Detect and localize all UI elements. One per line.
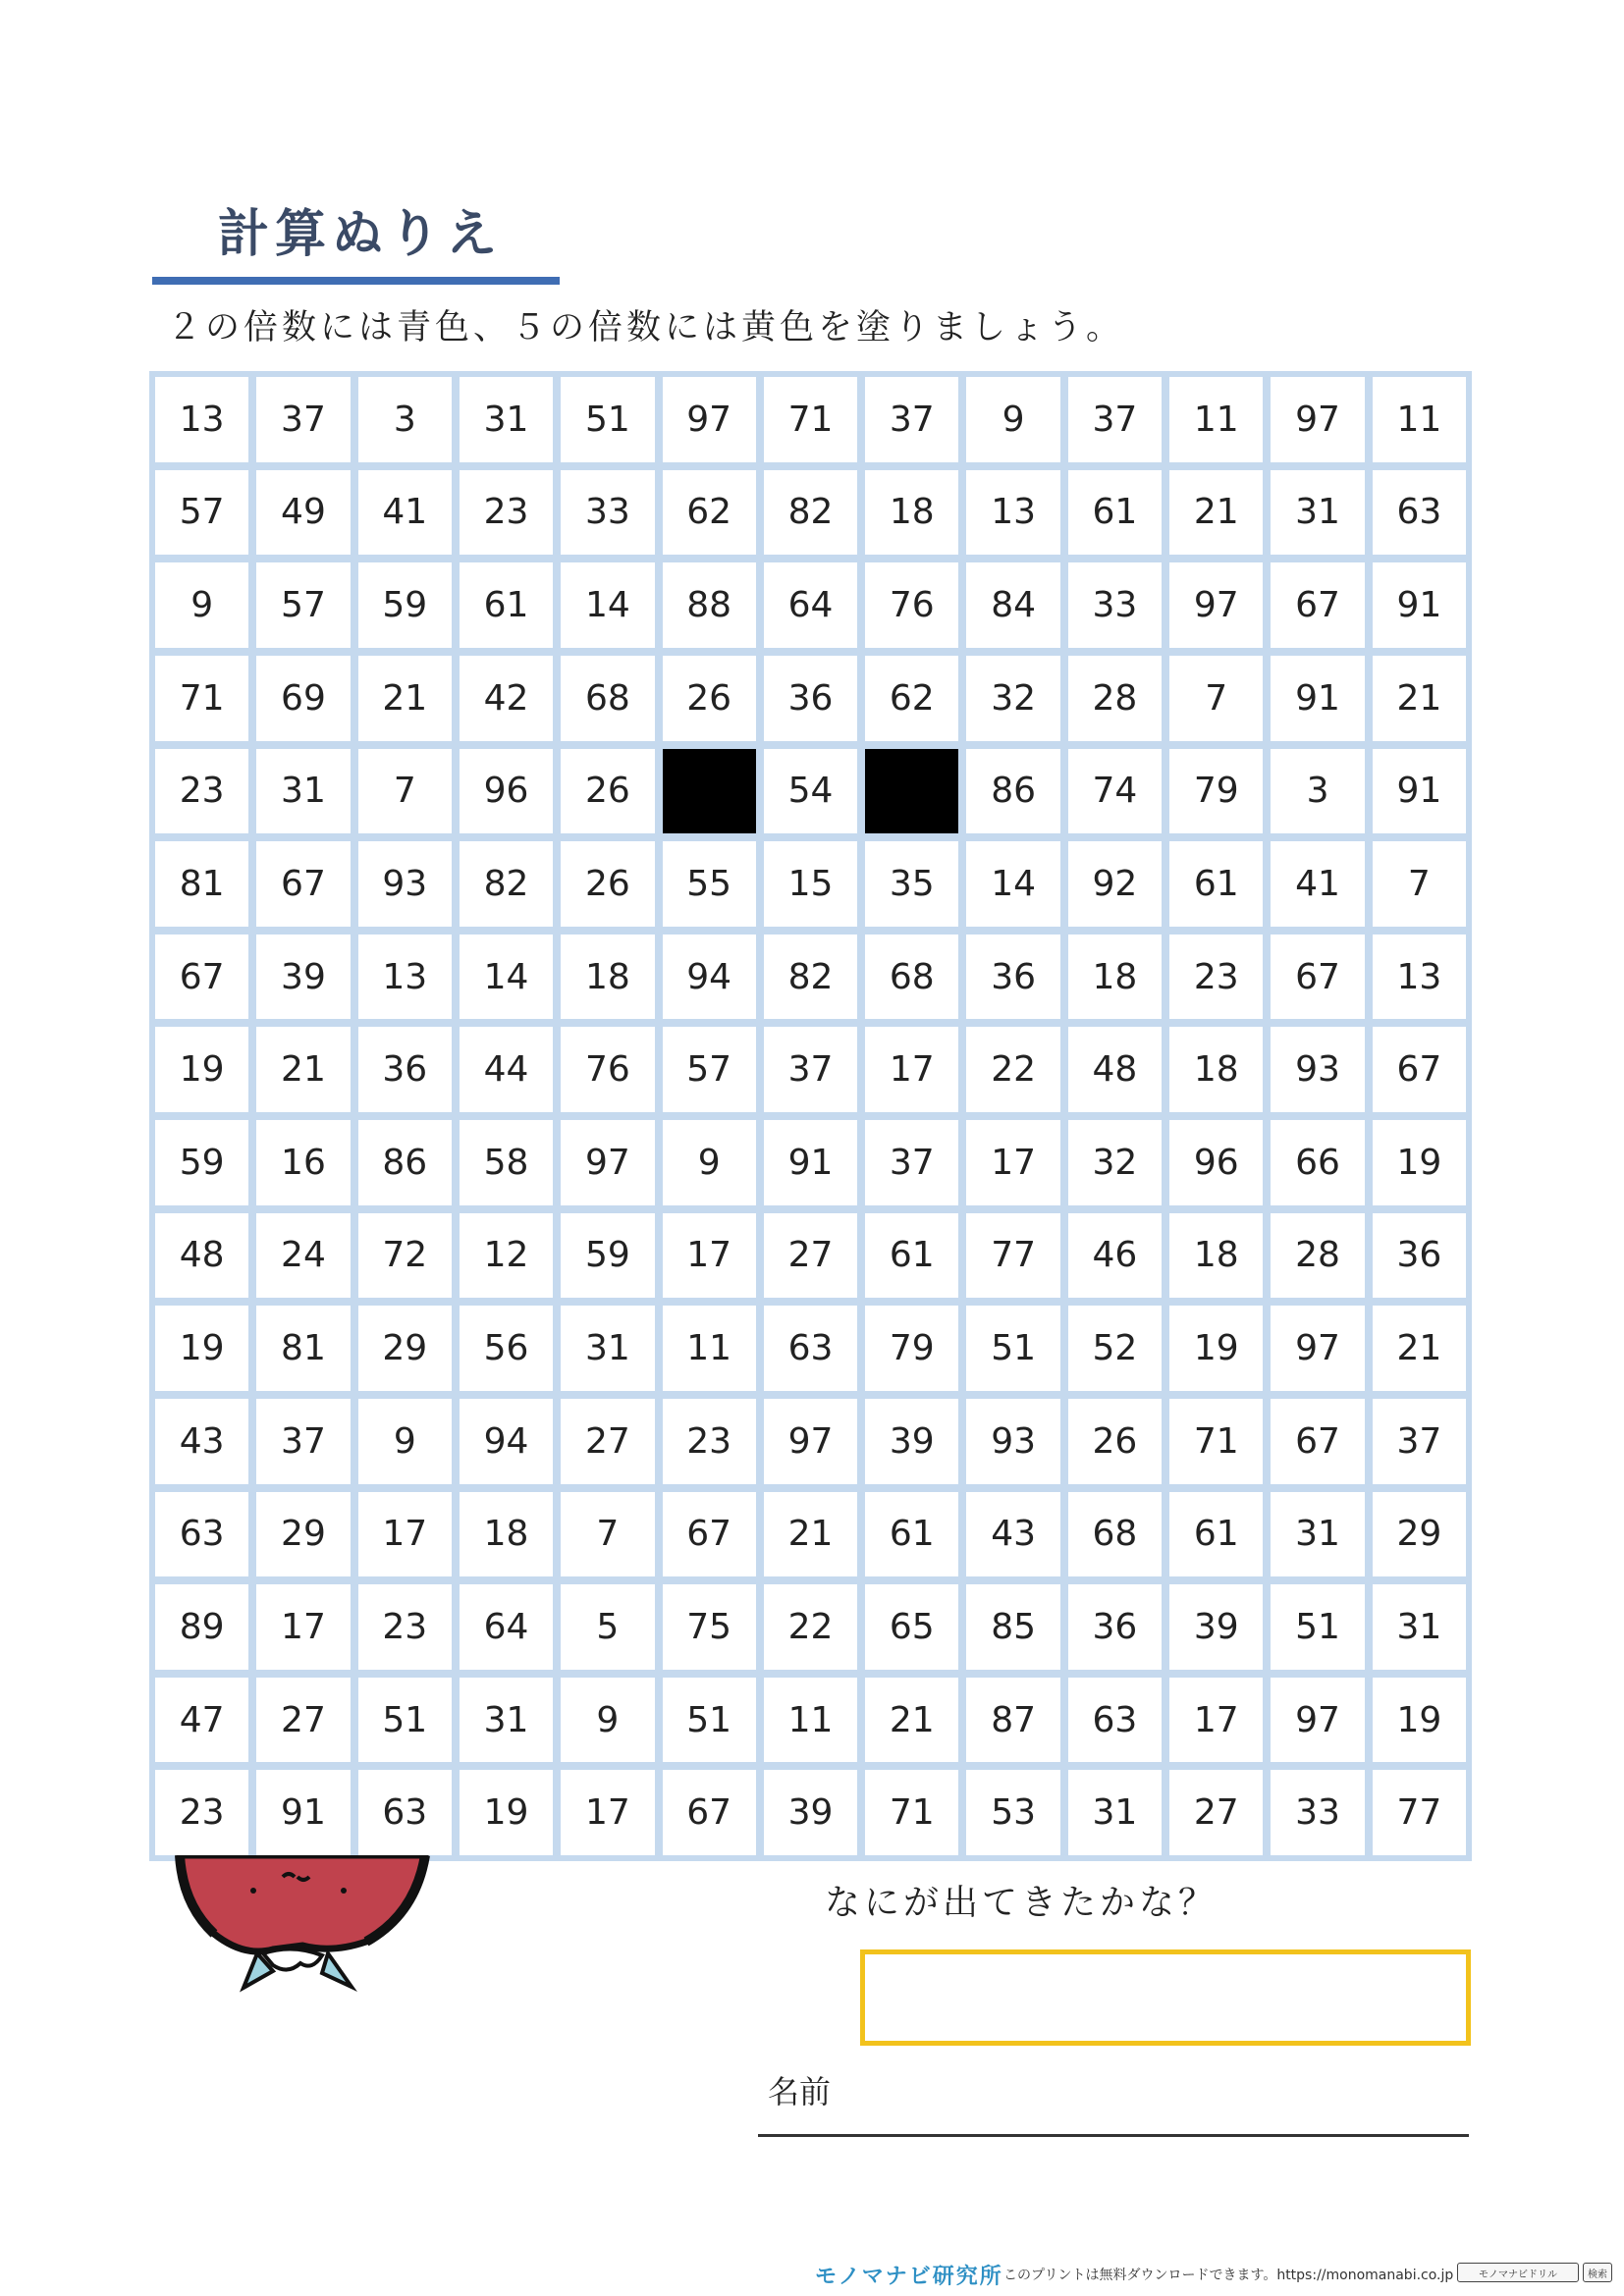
grid-cell[interactable]: 62: [663, 470, 756, 556]
grid-cell[interactable]: 11: [764, 1678, 857, 1763]
grid-cell[interactable]: 97: [663, 377, 756, 462]
grid-cell[interactable]: 67: [1271, 562, 1364, 648]
grid-cell[interactable]: 29: [1373, 1492, 1466, 1577]
grid-cell[interactable]: 39: [865, 1399, 958, 1484]
grid-cell[interactable]: 43: [155, 1399, 248, 1484]
grid-cell[interactable]: 21: [256, 1027, 350, 1112]
grid-cell[interactable]: 23: [155, 1770, 248, 1855]
grid-cell[interactable]: 61: [1169, 1492, 1263, 1577]
grid-cell[interactable]: 53: [966, 1770, 1059, 1855]
grid-cell[interactable]: 91: [1373, 562, 1466, 648]
grid-cell[interactable]: 36: [966, 934, 1059, 1020]
grid-cell[interactable]: 18: [1068, 934, 1162, 1020]
grid-cell[interactable]: 51: [966, 1306, 1059, 1391]
grid-cell[interactable]: 27: [561, 1399, 654, 1484]
grid-cell[interactable]: 57: [256, 562, 350, 648]
grid-cell[interactable]: 85: [966, 1584, 1059, 1670]
grid-cell[interactable]: 37: [1373, 1399, 1466, 1484]
grid-cell[interactable]: 51: [1271, 1584, 1364, 1670]
grid-cell[interactable]: 35: [865, 841, 958, 927]
page-title: 計算ぬりえ: [218, 205, 504, 264]
grid-cell[interactable]: 71: [865, 1770, 958, 1855]
grid-cell[interactable]: 68: [1068, 1492, 1162, 1577]
grid-cell[interactable]: 37: [865, 1120, 958, 1205]
grid-cell[interactable]: 24: [256, 1213, 350, 1299]
grid-cell[interactable]: 74: [1068, 749, 1162, 834]
grid-cell[interactable]: 13: [966, 470, 1059, 556]
grid-cell[interactable]: 9: [966, 377, 1059, 462]
grid-cell[interactable]: 51: [358, 1678, 452, 1763]
grid-cell[interactable]: 68: [865, 934, 958, 1020]
grid-cell[interactable]: 28: [1271, 1213, 1364, 1299]
grid-cell[interactable]: 9: [155, 562, 248, 648]
grid-cell[interactable]: 21: [865, 1678, 958, 1763]
grid-cell[interactable]: 9: [358, 1399, 452, 1484]
grid-cell[interactable]: 54: [764, 749, 857, 834]
grid-cell[interactable]: 79: [865, 1306, 958, 1391]
grid-cell[interactable]: 63: [358, 1770, 452, 1855]
grid-cell[interactable]: 7: [1169, 656, 1263, 741]
grid-cell[interactable]: 81: [155, 841, 248, 927]
grid-cell[interactable]: 26: [561, 841, 654, 927]
grid-cell[interactable]: 82: [460, 841, 553, 927]
grid-cell[interactable]: 39: [1169, 1584, 1263, 1670]
grid-cell[interactable]: 17: [663, 1213, 756, 1299]
grid-cell[interactable]: 79: [1169, 749, 1263, 834]
grid-cell[interactable]: 32: [1068, 1120, 1162, 1205]
number-grid: [149, 371, 1472, 1861]
grid-cell[interactable]: 36: [358, 1027, 452, 1112]
grid-cell[interactable]: 97: [561, 1120, 654, 1205]
grid-cell[interactable]: 71: [155, 656, 248, 741]
grid-cell[interactable]: 19: [1373, 1120, 1466, 1205]
grid-cell[interactable]: 82: [764, 470, 857, 556]
grid-cell[interactable]: 26: [663, 656, 756, 741]
grid-cell[interactable]: 23: [358, 1584, 452, 1670]
grid-cell[interactable]: 29: [256, 1492, 350, 1577]
grid-cell[interactable]: 14: [966, 841, 1059, 927]
grid-cell[interactable]: 52: [1068, 1306, 1162, 1391]
grid-cell[interactable]: 19: [155, 1306, 248, 1391]
grid-cell[interactable]: 93: [966, 1399, 1059, 1484]
grid-cell[interactable]: 75: [663, 1584, 756, 1670]
grid-cell[interactable]: 63: [155, 1492, 248, 1577]
grid-cell[interactable]: 14: [561, 562, 654, 648]
grid-cell[interactable]: 71: [1169, 1399, 1263, 1484]
grid-cell[interactable]: 67: [1373, 1027, 1466, 1112]
question-text: なにが出てきたかな？: [825, 1883, 1218, 1923]
grid-cell[interactable]: 22: [966, 1027, 1059, 1112]
grid-cell[interactable]: 16: [256, 1120, 350, 1205]
grid-cell[interactable]: 26: [561, 749, 654, 834]
grid-cell[interactable]: 43: [966, 1492, 1059, 1577]
name-field-line[interactable]: [758, 2134, 1469, 2137]
grid-cell[interactable]: 18: [460, 1492, 553, 1577]
grid-cell[interactable]: 9: [663, 1120, 756, 1205]
grid-cell[interactable]: 97: [1169, 562, 1263, 648]
grid-cell[interactable]: 65: [865, 1584, 958, 1670]
answer-box[interactable]: [860, 1949, 1471, 2046]
grid-cell[interactable]: 36: [1068, 1584, 1162, 1670]
grid-cell[interactable]: 19: [1169, 1306, 1263, 1391]
grid-cell-filled[interactable]: [663, 749, 756, 834]
grid-cell[interactable]: 13: [358, 934, 452, 1020]
grid-cell[interactable]: 28: [1068, 656, 1162, 741]
grid-cell[interactable]: 55: [663, 841, 756, 927]
footer-logo: モノマナビ研究所: [815, 2265, 1003, 2289]
grid-cell[interactable]: 11: [1169, 377, 1263, 462]
grid-cell[interactable]: 51: [561, 377, 654, 462]
grid-cell[interactable]: 41: [1271, 841, 1364, 927]
grid-cell[interactable]: 23: [663, 1399, 756, 1484]
grid-cell[interactable]: 63: [764, 1306, 857, 1391]
grid-cell[interactable]: 56: [460, 1306, 553, 1391]
grid-cell[interactable]: 27: [256, 1678, 350, 1763]
grid-cell[interactable]: 63: [1373, 470, 1466, 556]
grid-cell[interactable]: 31: [561, 1306, 654, 1391]
grid-cell[interactable]: 22: [764, 1584, 857, 1670]
grid-cell[interactable]: 77: [966, 1213, 1059, 1299]
grid-cell[interactable]: 33: [561, 470, 654, 556]
grid-cell[interactable]: 27: [1169, 1770, 1263, 1855]
grid-cell[interactable]: 31: [256, 749, 350, 834]
footer-search-input[interactable]: モノマナビドリル: [1457, 2263, 1579, 2282]
grid-cell-filled[interactable]: [865, 749, 958, 834]
grid-cell[interactable]: 37: [764, 1027, 857, 1112]
grid-cell[interactable]: 67: [155, 934, 248, 1020]
grid-cell[interactable]: 96: [1169, 1120, 1263, 1205]
grid-cell[interactable]: 82: [764, 934, 857, 1020]
grid-cell[interactable]: 15: [764, 841, 857, 927]
grid-cell[interactable]: 12: [460, 1213, 553, 1299]
grid-cell[interactable]: 39: [764, 1770, 857, 1855]
grid-cell[interactable]: 31: [1271, 470, 1364, 556]
grid-cell[interactable]: 17: [865, 1027, 958, 1112]
grid-cell[interactable]: 3: [358, 377, 452, 462]
grid-cell[interactable]: 76: [561, 1027, 654, 1112]
grid-cell[interactable]: 67: [663, 1770, 756, 1855]
grid-cell[interactable]: 26: [1068, 1399, 1162, 1484]
grid-cell[interactable]: 31: [460, 1678, 553, 1763]
grid-cell[interactable]: 31: [1271, 1492, 1364, 1577]
grid-cell[interactable]: 48: [155, 1213, 248, 1299]
grid-cell[interactable]: 89: [155, 1584, 248, 1670]
grid-cell[interactable]: 18: [1169, 1213, 1263, 1299]
grid-cell[interactable]: 37: [865, 377, 958, 462]
grid-cell[interactable]: 21: [1373, 656, 1466, 741]
grid-cell[interactable]: 61: [865, 1492, 958, 1577]
grid-cell[interactable]: 18: [561, 934, 654, 1020]
grid-cell[interactable]: 32: [966, 656, 1059, 741]
grid-cell[interactable]: 18: [1169, 1027, 1263, 1112]
grid-cell[interactable]: 17: [1169, 1678, 1263, 1763]
grid-cell[interactable]: 44: [460, 1027, 553, 1112]
grid-cell[interactable]: 61: [1169, 841, 1263, 927]
grid-cell[interactable]: 27: [764, 1213, 857, 1299]
grid-cell[interactable]: 91: [256, 1770, 350, 1855]
grid-cell[interactable]: 51: [663, 1678, 756, 1763]
grid-cell[interactable]: 19: [1373, 1678, 1466, 1763]
grid-cell[interactable]: 91: [1373, 749, 1466, 834]
grid-cell[interactable]: 64: [460, 1584, 553, 1670]
grid-cell[interactable]: 88: [663, 562, 756, 648]
grid-cell[interactable]: 19: [460, 1770, 553, 1855]
grid-cell[interactable]: 9: [561, 1678, 654, 1763]
title-underline: [152, 277, 560, 285]
grid-cell[interactable]: 7: [561, 1492, 654, 1577]
grid-cell[interactable]: 87: [966, 1678, 1059, 1763]
name-label: 名前: [768, 2073, 832, 2110]
grid-cell[interactable]: 61: [1068, 470, 1162, 556]
apple-mascot-icon: [175, 1855, 432, 1993]
footer-text: このプリントは無料ダウンロードできます。https://monomanabi.co.jp: [1003, 2268, 1454, 2283]
grid-cell[interactable]: 97: [764, 1399, 857, 1484]
grid-cell[interactable]: 67: [1271, 1399, 1364, 1484]
grid-cell[interactable]: 47: [155, 1678, 248, 1763]
grid-cell[interactable]: 77: [1373, 1770, 1466, 1855]
grid-cell[interactable]: 64: [764, 562, 857, 648]
grid-cell[interactable]: 14: [460, 934, 553, 1020]
grid-cell[interactable]: 97: [1271, 1306, 1364, 1391]
grid-cell[interactable]: 84: [966, 562, 1059, 648]
grid-cell[interactable]: 33: [1271, 1770, 1364, 1855]
grid-cell[interactable]: 57: [155, 470, 248, 556]
grid-cell[interactable]: 69: [256, 656, 350, 741]
footer-search-button[interactable]: 検索: [1583, 2263, 1612, 2282]
grid-cell[interactable]: 68: [561, 656, 654, 741]
grid-cell[interactable]: 21: [1373, 1306, 1466, 1391]
grid-cell[interactable]: 46: [1068, 1213, 1162, 1299]
grid-cell[interactable]: 93: [1271, 1027, 1364, 1112]
grid-cell[interactable]: 37: [256, 1399, 350, 1484]
grid-cell[interactable]: 31: [1068, 1770, 1162, 1855]
grid-cell[interactable]: 49: [256, 470, 350, 556]
grid-cell[interactable]: 41: [358, 470, 452, 556]
grid-cell[interactable]: 67: [256, 841, 350, 927]
grid-cell[interactable]: 61: [460, 562, 553, 648]
grid-cell[interactable]: 94: [663, 934, 756, 1020]
grid-cell[interactable]: 67: [663, 1492, 756, 1577]
grid-cell[interactable]: 17: [561, 1770, 654, 1855]
grid-cell[interactable]: 31: [460, 377, 553, 462]
grid-cell[interactable]: 7: [1373, 841, 1466, 927]
grid-cell[interactable]: 92: [1068, 841, 1162, 927]
grid-cell[interactable]: 59: [358, 562, 452, 648]
grid-cell[interactable]: 11: [663, 1306, 756, 1391]
grid-cell[interactable]: 59: [561, 1213, 654, 1299]
grid-cell[interactable]: 71: [764, 377, 857, 462]
grid-cell[interactable]: 42: [460, 656, 553, 741]
grid-cell[interactable]: 37: [1068, 377, 1162, 462]
grid-cell[interactable]: 23: [1169, 934, 1263, 1020]
grid-cell[interactable]: 48: [1068, 1027, 1162, 1112]
grid-cell[interactable]: 29: [358, 1306, 452, 1391]
grid-cell[interactable]: 67: [1271, 934, 1364, 1020]
grid-cell[interactable]: 58: [460, 1120, 553, 1205]
grid-cell[interactable]: 21: [1169, 470, 1263, 556]
grid-cell[interactable]: 62: [865, 656, 958, 741]
grid-cell[interactable]: 39: [256, 934, 350, 1020]
grid-cell[interactable]: 21: [764, 1492, 857, 1577]
grid-cell[interactable]: 17: [966, 1120, 1059, 1205]
grid-cell[interactable]: 86: [358, 1120, 452, 1205]
grid-cell[interactable]: 17: [358, 1492, 452, 1577]
grid-cell[interactable]: 31: [1373, 1584, 1466, 1670]
grid-cell[interactable]: 19: [155, 1027, 248, 1112]
grid-cell[interactable]: 18: [865, 470, 958, 556]
grid-cell[interactable]: 36: [1373, 1213, 1466, 1299]
instruction-text: ２の倍数には青色、５の倍数には黄色を塗りましょう。: [167, 308, 1125, 347]
grid-cell[interactable]: 97: [1271, 377, 1364, 462]
grid-cell[interactable]: 66: [1271, 1120, 1364, 1205]
grid-cell[interactable]: 94: [460, 1399, 553, 1484]
grid-cell[interactable]: 59: [155, 1120, 248, 1205]
grid-cell[interactable]: 5: [561, 1584, 654, 1670]
grid-cell[interactable]: 36: [764, 656, 857, 741]
grid-cell[interactable]: 97: [1271, 1678, 1364, 1763]
grid-cell[interactable]: 7: [358, 749, 452, 834]
grid-cell[interactable]: 93: [358, 841, 452, 927]
grid-cell[interactable]: 33: [1068, 562, 1162, 648]
grid-cell[interactable]: 23: [460, 470, 553, 556]
grid-cell[interactable]: 91: [764, 1120, 857, 1205]
grid-cell[interactable]: 21: [358, 656, 452, 741]
grid-cell[interactable]: 17: [256, 1584, 350, 1670]
grid-cell[interactable]: 61: [865, 1213, 958, 1299]
grid-cell[interactable]: 63: [1068, 1678, 1162, 1763]
grid-cell[interactable]: 23: [155, 749, 248, 834]
grid-cell[interactable]: 13: [155, 377, 248, 462]
grid-cell[interactable]: 81: [256, 1306, 350, 1391]
grid-cell[interactable]: 11: [1373, 377, 1466, 462]
grid-cell[interactable]: 3: [1271, 749, 1364, 834]
grid-cell[interactable]: 37: [256, 377, 350, 462]
grid-cell[interactable]: 86: [966, 749, 1059, 834]
grid-cell[interactable]: 13: [1373, 934, 1466, 1020]
grid-cell[interactable]: 72: [358, 1213, 452, 1299]
grid-cell[interactable]: 57: [663, 1027, 756, 1112]
grid-cell[interactable]: 91: [1271, 656, 1364, 741]
grid-cell[interactable]: 96: [460, 749, 553, 834]
grid-cell[interactable]: 76: [865, 562, 958, 648]
